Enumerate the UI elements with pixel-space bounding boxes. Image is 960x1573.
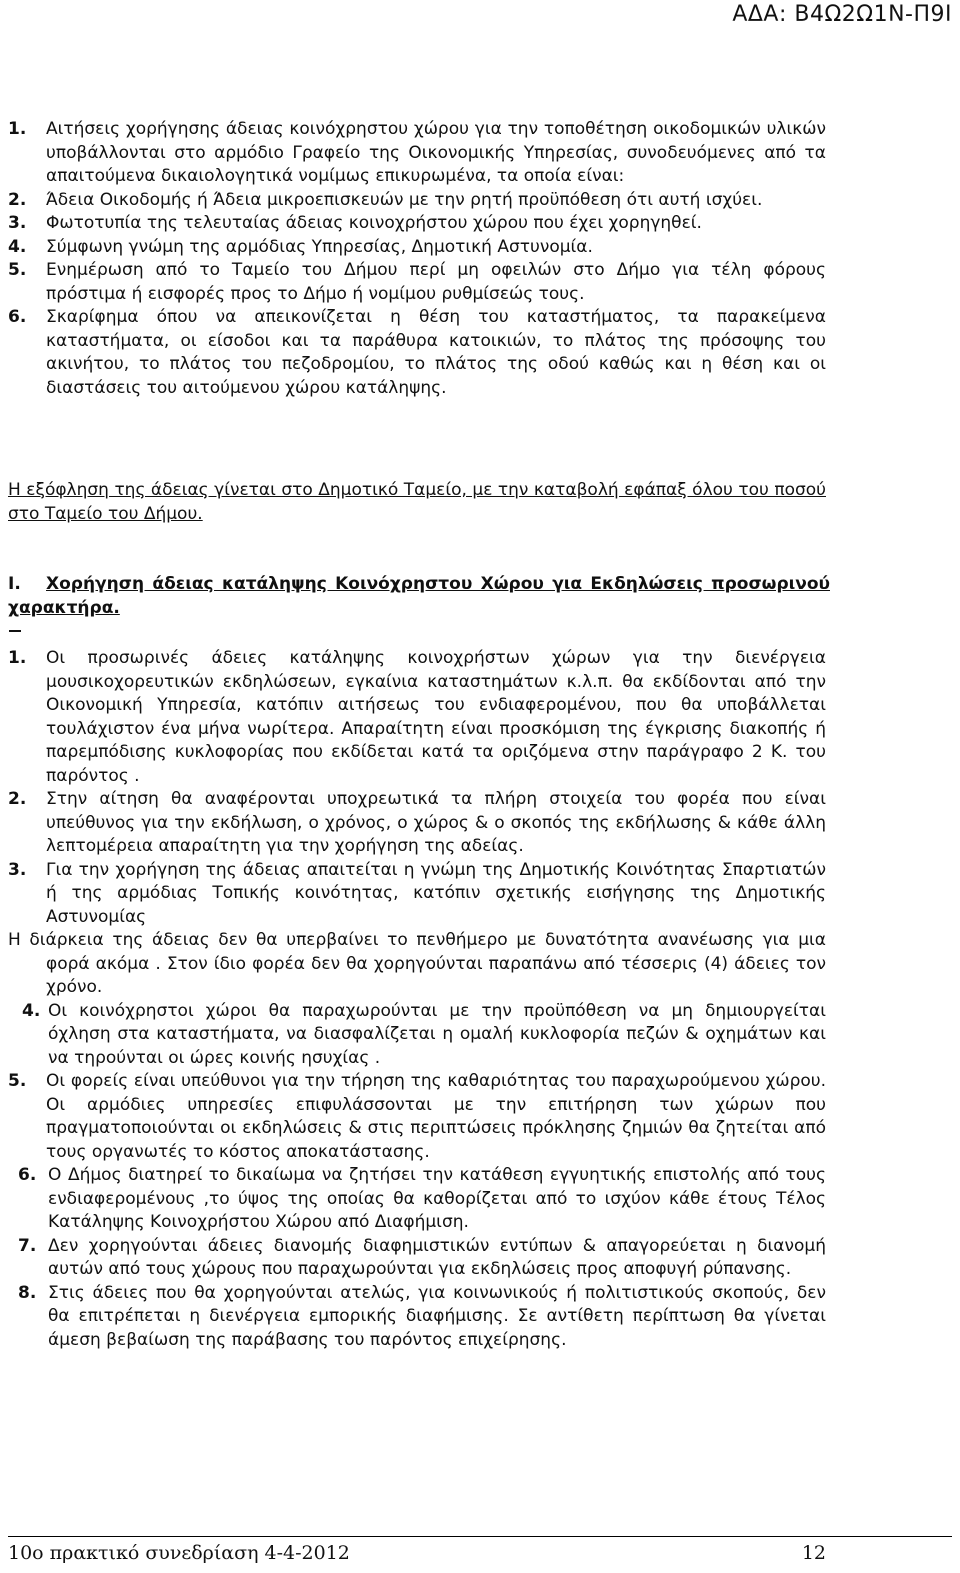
item-text: Στις άδειες που θα χορηγούνται ατελώς, για κοινωνικούς ή πολιτιστικούς σκοπούς, δεν θα επιτρέπεται η διενέργεια εμπορικής διαφήμισης. Σε αντίθετη περίπτωση θα γίνεται άμεση βεβαίωση της παράβασης του παρόντος επιχείρησης.: [48, 1282, 826, 1350]
item-number: 8.: [18, 1282, 37, 1303]
list-item: [8, 189, 826, 213]
item-text: Σκαρίφημα όπου να απεικονίζεται η θέση του καταστήματος, τα παρακείμενα καταστήματα, οι είσοδοι και τα παράθυρα κατοικιών, το πλάτος της πρόσοψης του ακινήτου, το πλάτος του πεζοδρομίου, το πλάτος της οδού καθώς και η θέση και οι διαστάσεις του αιτούμενου χώρου κατάληψης.: [46, 307, 826, 398]
item-text: Φωτοτυπία της τελευταίας άδειας κοινοχρήστου χώρου που έχει χορηγηθεί.: [46, 213, 702, 233]
item-number: 2.: [8, 789, 27, 809]
list-item: [8, 1000, 826, 1071]
list-item: [8, 1282, 826, 1353]
stray-dash: [9, 630, 21, 632]
item-text: Ο Δήμος διατηρεί το δικαίωμα να ζητήσει την κατάθεση εγγυητικής επιστολής από τους ενδιαφερομένους ,το ύψος της οποίας θα καθορίζεται από το ισχύον κάθε έτους Τέλος Κατάληψης Κοινοχρήστου Χώρου από Διαφήμιση.: [48, 1165, 826, 1232]
temporary-events-list: [8, 647, 826, 1352]
item-number: 4.: [22, 1000, 41, 1021]
item-number: 7.: [18, 1235, 37, 1256]
item-text: Ενημέρωση από το Ταμείο του Δήμου περί μη οφειλών στο Δήμο για τέλη φόρους πρόστιμα ή εισφορές προς το Δήμο ή νομίμου ρυθμίσεώς τους.: [46, 260, 826, 304]
list-item: [8, 788, 826, 859]
item-number: 6.: [8, 307, 27, 327]
item-number: 1.: [8, 648, 27, 668]
item-number: 6.: [18, 1165, 37, 1185]
page-number: 12: [801, 1542, 826, 1564]
list-item: [8, 859, 826, 930]
footer-meeting-info: 10ο πρακτικό συνεδρίαση 4-4-2012: [8, 1542, 350, 1564]
section-number: Ι.: [8, 574, 21, 594]
list-item: [8, 118, 826, 189]
item-text: Οι κοινόχρηστοι χώροι θα παραχωρούνται με την προϋπόθεση να μη δημιουργείται όχληση στα καταστήματα, να διασφαλίζεται η ομαλή κυκλοφορία πεζών & οχημάτων και να τηρούνται οι ώρες κοινής ησυχίας .: [48, 1000, 826, 1068]
item-text: Αιτήσεις χορήγησης άδειας κοινόχρηστου χώρου για την τοποθέτηση οικοδομικών υλικών υποβάλλονται στο αρμόδιο Γραφείο της Οικονομικής Υπηρεσίας, συνοδευόμενες από τα απαιτούμενα δικαιολογητικά νομίμως επικυρωμένα, τα οποία είναι:: [46, 119, 826, 186]
payment-note: Η εξόφληση της άδειας γίνεται στο Δημοτικό Ταμείο, με την καταβολή εφάπαξ όλου του ποσού στο Ταμείο του Δήμου.: [8, 480, 826, 524]
ada-code: ΑΔΑ: Β4Ω2Ω1Ν-Π9Ι: [732, 2, 952, 27]
item-text: Οι φορείς είναι υπεύθυνοι για την τήρηση της καθαριότητας του παραχωρούμενου χώρου. Οι αρμόδιες υπηρεσίες επιφυλάσσονται με την επιτήρηση των χώρων που πραγματοποιούνται οι εκδηλώσεις & στις περιπτώσεις πρόκλησης ζημιών θα ζητείται από τους οργανωτές το κόστος αποκατάστασης.: [46, 1071, 826, 1162]
list-item: [8, 212, 826, 236]
section-title: Χορήγηση άδειας κατάληψης Κοινόχρηστου Χώρου για Εκδηλώσεις προσωρινού χαρακτήρα.: [8, 574, 830, 618]
item-number: 3.: [8, 859, 27, 880]
item-number: 4.: [8, 236, 27, 257]
item-number: 5.: [8, 1071, 27, 1091]
list-item: [8, 647, 826, 788]
duration-paragraph: Η διάρκεια της άδειας δεν θα υπερβαίνει το πενθήμερο με δυνατότητα ανανέωσης για μια φορά ακόμα . Στον ίδιο φορέα δεν θα χορηγούνται παραπάνω από τέσσερις (4) άδειες τον χρόνο.: [8, 930, 826, 997]
item-text: Άδεια Οικοδομής ή Άδεια μικροεπισκευών με την ρητή προϋπόθεση ότι αυτή ισχύει.: [46, 189, 763, 210]
list-item: [8, 1070, 826, 1164]
footer-divider: [8, 1536, 952, 1537]
item-text: Δεν χορηγούνται άδειες διανομής διαφημιστικών εντύπων & απαγορεύεται η διανομή αυτών από τους χώρους που παραχωρούνται για εκδηλώσεις προς αποφυγή ρύπανσης.: [48, 1235, 826, 1279]
item-text: Οι προσωρινές άδειες κατάληψης κοινοχρήστων χώρων για την διενέργεια μουσικοχορευτικών εκδηλώσεων, εγκαίνια καταστημάτων κ.λ.π. θα εκδίδονται από την Οικονομική Υπηρεσία, κατόπιν αιτήσεως του ενδιαφερομένου, που θα υποβάλλεται τουλάχιστον ένα μήνα νωρίτερα. Απαραίτητη είναι προσκόμιση της έγκρισης διακοπής ή παρεμπόδισης κυκλοφορίας που εκδίδεται κατά τα οριζόμενα στην παράγραφο 2 Κ. του παρόντος .: [46, 648, 826, 786]
list-item: [8, 1164, 826, 1235]
item-number: 2.: [8, 189, 27, 210]
item-number: 5.: [8, 260, 27, 280]
item-text: Για την χορήγηση της άδειας απαιτείται η γνώμη της Δημοτικής Κοινότητας Σπαρτιατών ή της αρμόδιας Τοπικής κοινότητας, κατόπιν σχετικής εισήγησης της Δημοτικής Αστυνομίας: [46, 859, 826, 927]
list-item: [8, 1235, 826, 1282]
section-heading: [8, 573, 830, 620]
list-item: [8, 306, 826, 400]
item-text: Στην αίτηση θα αναφέρονται υποχρεωτικά τα πλήρη στοιχεία του φορέα που είναι υπεύθυνος για την εκδήλωση, ο χρόνος, ο χώρος & ο σκοπός της εκδήλωσης & κάθε άλλη λεπτομέρεια απαραίτητη για την χορήγηση της αδείας.: [46, 789, 826, 856]
item-number: 1.: [8, 119, 27, 139]
item-text: Σύμφωνη γνώμη της αρμόδιας Υπηρεσίας, Δημοτική Αστυνομία.: [46, 236, 593, 257]
list-item: [8, 236, 826, 260]
item-number: 3.: [8, 213, 27, 233]
requirements-list: [8, 118, 826, 400]
list-item: [8, 259, 826, 306]
